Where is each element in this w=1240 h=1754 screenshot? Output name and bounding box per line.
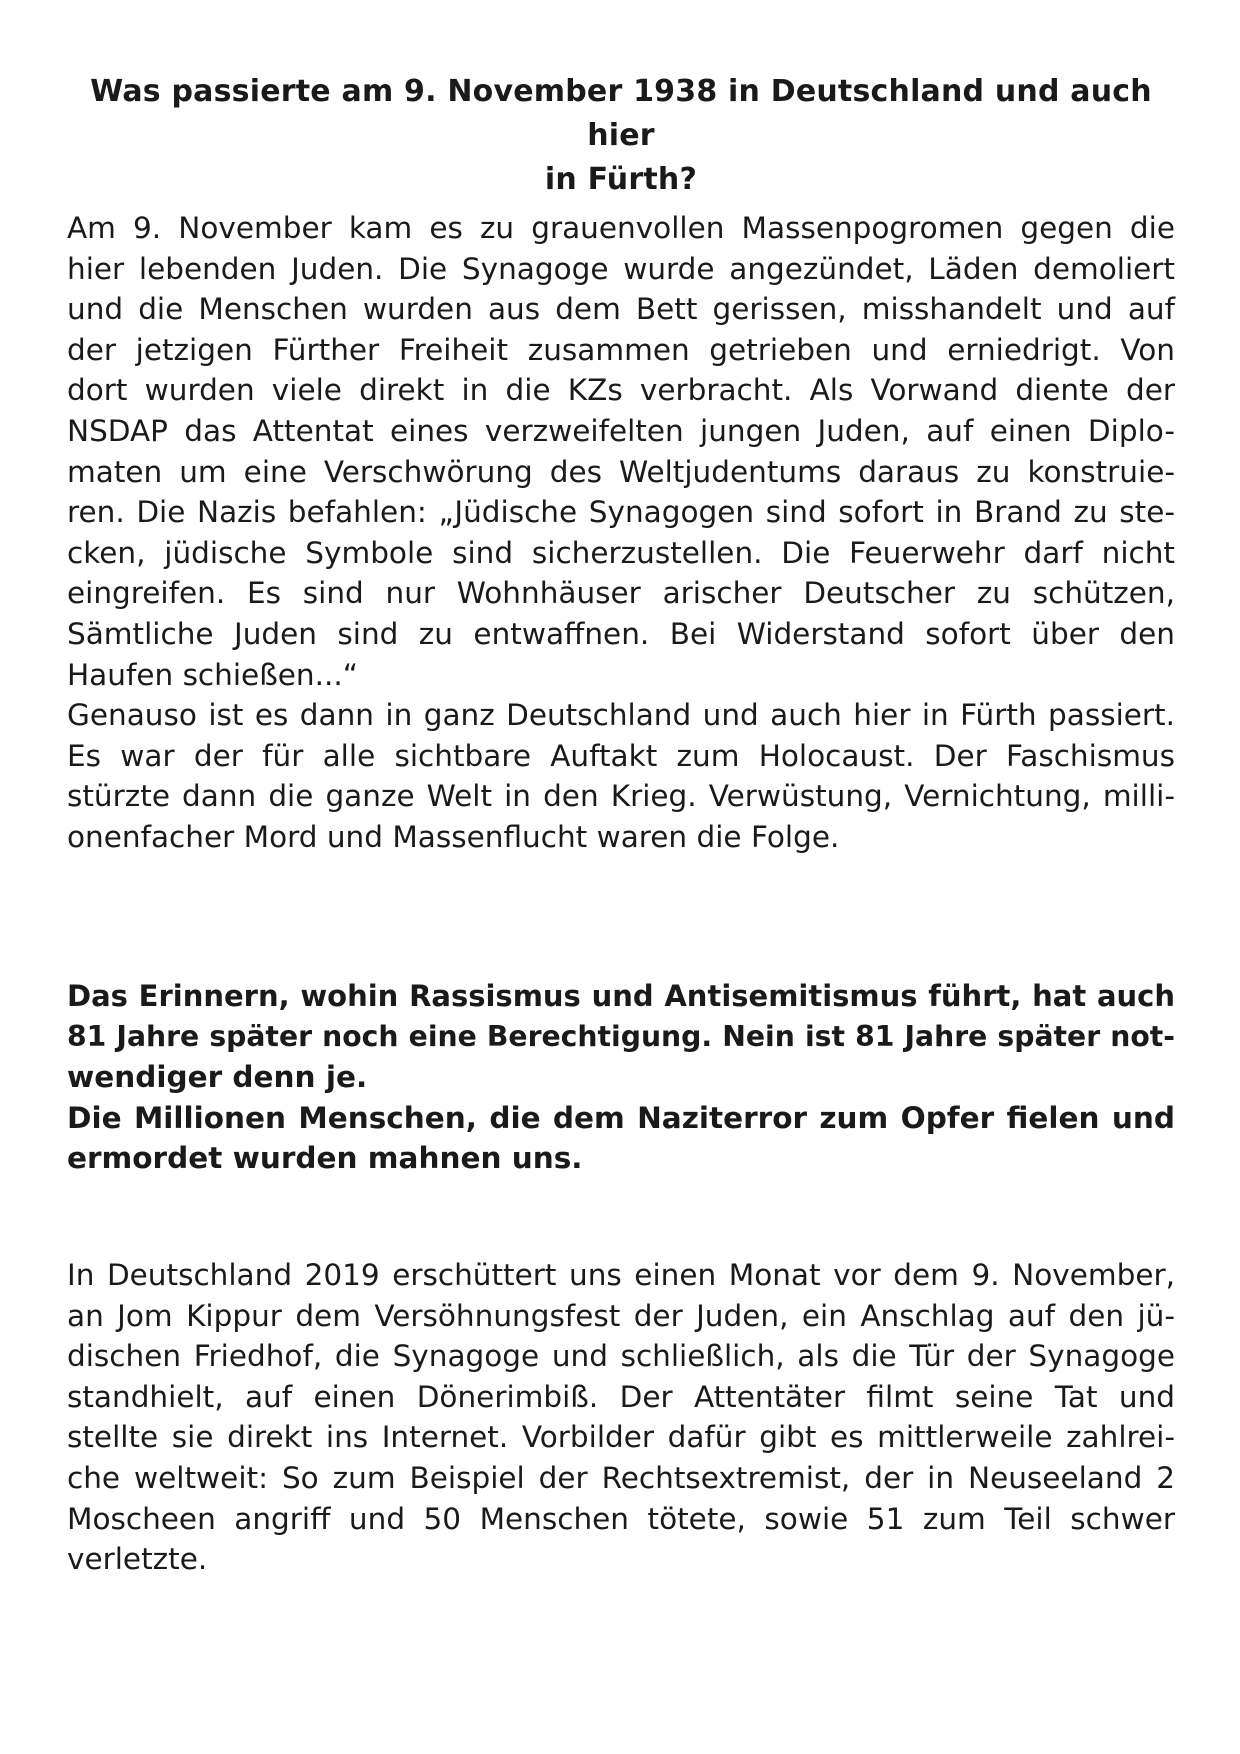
text-line: Genauso ist es dann in ganz Deutschland und auch hier in Fürth passiert. xyxy=(67,698,1175,733)
text-line: und die Menschen wurden aus dem Bett gerissen, misshandelt und auf xyxy=(67,292,1175,327)
text-line: dort wurden viele direkt in die KZs verbracht. Als Vorwand diente der xyxy=(67,373,1175,408)
text-line: verletzte. xyxy=(67,1542,208,1577)
text-line: ren. Die Nazis befahlen: „Jüdische Synagogen sind sofort in Brand zu ste- xyxy=(67,495,1175,530)
text-line: wendiger denn je. xyxy=(67,1060,368,1095)
text-line: der jetzigen Fürther Freiheit zusammen getrieben und erniedrigt. Von xyxy=(67,332,1175,367)
text-line: stellte sie direkt ins Internet. Vorbilder dafür gibt es mittlerweile zahlrei- xyxy=(67,1420,1175,1455)
text-line: onenfacher Mord und Massenflucht waren die Folge. xyxy=(67,819,840,854)
text-line: In Deutschland 2019 erschüttert uns einen Monat vor dem 9. November, xyxy=(67,1258,1175,1292)
text-line: Das Erinnern, wohin Rassismus und Antisemitismus führt, hat auch xyxy=(67,979,1175,1013)
text-line: Am 9. November kam es zu grauenvollen Massenpogromen gegen die xyxy=(67,211,1175,245)
paragraph-2019 xyxy=(67,1255,1175,1580)
text-line: hier lebenden Juden. Die Synagoge wurde angezündet, Läden demoliert xyxy=(67,251,1175,286)
paragraph-pogrom xyxy=(67,208,1175,858)
text-line: Haufen schießen...“ xyxy=(67,657,359,692)
text-line: maten um eine Verschwörung des Weltjudentums daraus zu konstruie- xyxy=(67,454,1175,489)
text-line: an Jom Kippur dem Versöhnungsfest der Juden, ein Anschlag auf den jü- xyxy=(67,1298,1175,1333)
text-line: che weltweit: So zum Beispiel der Rechtsextremist, der in Neuseeland 2 xyxy=(67,1460,1175,1495)
text-line: cken, jüdische Symbole sind sicherzustellen. Die Feuerwehr darf nicht xyxy=(67,535,1175,570)
text-line: 81 Jahre später noch eine Berechtigung. Nein ist 81 Jahre später not- xyxy=(67,1019,1175,1053)
text-line: Moscheen angriff und 50 Menschen tötete, sowie 51 zum Teil schwer xyxy=(67,1501,1175,1536)
text-line: NSDAP das Attentat eines verzweifelten jungen Juden, auf einen Diplo- xyxy=(67,413,1175,448)
text-line: Die Millionen Menschen, die dem Naziterror zum Opfer fielen und xyxy=(67,1100,1175,1135)
text-line: ermordet wurden mahnen uns. xyxy=(67,1141,583,1176)
paragraph-remembrance xyxy=(67,976,1175,1179)
text-line: stürzte dann die ganze Welt in den Krieg. Verwüstung, Vernichtung, milli- xyxy=(67,779,1175,814)
text-line: dischen Friedhof, die Synagoge und schließlich, als die Tür der Synagoge xyxy=(67,1339,1175,1374)
text-line: Sämtliche Juden sind zu entwaffnen. Bei Widerstand sofort über den xyxy=(67,616,1175,651)
text-line: Es war der für alle sichtbare Auftakt zum Holocaust. Der Faschismus xyxy=(67,738,1175,773)
title-line: Was passierte am 9. November 1938 in Deutschland und auch hier xyxy=(90,74,1152,153)
title-line: in Fürth? xyxy=(544,162,698,197)
text-line: standhielt, auf einen Dönerimbiß. Der Attentäter filmt seine Tat und xyxy=(67,1379,1175,1414)
page-title xyxy=(70,70,1172,202)
text-line: eingreifen. Es sind nur Wohnhäuser arischer Deutscher zu schützen, xyxy=(67,576,1175,611)
